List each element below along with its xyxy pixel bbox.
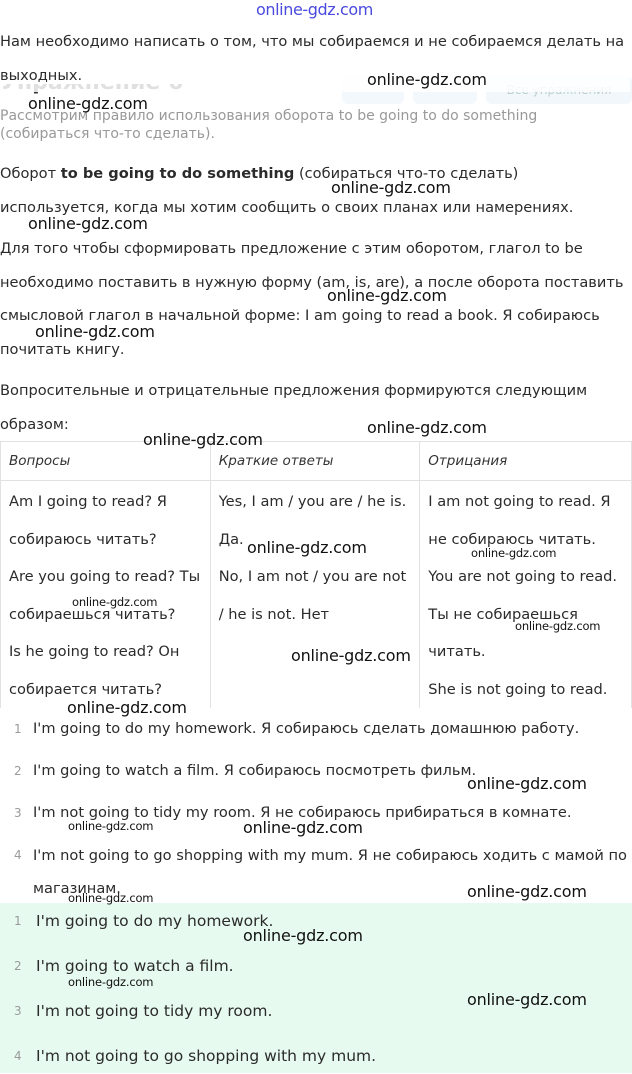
watermark: online-gdz.com [68,975,154,989]
answers-box [0,903,632,1073]
answers-list [0,903,632,1074]
formation-paragraph: Для того чтобы сформировать предложение с этим оборотом, глагол to be необходимо поставить в нужную форму (am, is, are), а после оборота поставить смысловой глагол в начальной форме: I am going to read a book. Я собираюсь почитать книгу. [0,240,624,358]
watermark: online-gdz.com [28,94,148,113]
table-row [1,481,632,709]
list-item: 1 I'm going to do my homework. Я собираюсь сделать домашнюю работу. [14,720,580,737]
list-item: 3 I'm not going to tidy my room. [14,1002,273,1020]
watermark: online-gdz.com [243,926,363,945]
watermark: online-gdz.com [35,322,155,341]
watermark: online-gdz.com [243,818,363,837]
watermark: online-gdz.com [247,538,367,557]
watermark: online-gdz.com [367,418,487,437]
watermark: online-gdz.com [72,595,158,609]
watermark: online-gdz.com [68,891,154,905]
grammar-table [0,441,632,708]
rule-paragraph: Оборот to be going to do something (собираться что-то сделать) используется, когда мы хотим сообщить о своих планах или намерениях. [0,165,574,216]
watermark: online-gdz.com [367,70,487,89]
list-item: 3 I'm not going to tidy my room. Я не собираюсь прибираться в комнате. [14,804,572,821]
table-header: Вопросы [1,442,211,481]
table-header: Отрицания [420,442,632,481]
watermark: online-gdz.com [143,430,263,449]
faded-rule-text: Рассмотрим правило использования оборота to be going to do something (собираться что-то сделать). [0,108,538,142]
watermark: online-gdz.com [291,646,411,665]
watermark: online-gdz.com [67,698,187,717]
watermark: online-gdz.com [467,774,587,793]
watermark: online-gdz.com [467,882,587,901]
table-cell: I am not going to read. Я не собираюсь читать. You are not going to read. Ты не собираешься читать. She is not going to read. [420,481,632,709]
site-link[interactable]: online-gdz.com [256,0,373,19]
watermark: online-gdz.com [28,214,148,233]
question-negation-paragraph: Вопросительные и отрицательные предложения формируются следующим образом: [0,382,588,433]
watermark: online-gdz.com [331,178,451,197]
table-cell: Yes, I am / you are / he is. Да. No, I am not / you are not / he is not. Нет [210,481,420,709]
table-header-row [1,442,632,481]
table-cell: Am I going to read? Я собираюсь читать? Are you going to read? Ты собираешься читать? Is he going to read? Он собирается читать? [1,481,211,709]
list-item: 4 I'm not going to go shopping with my mum. [14,1047,377,1065]
watermark: online-gdz.com [327,286,447,305]
list-item: 4 I'm not going to go shopping with my mum. Я не собираюсь ходить с мамой по магазинам. [14,847,627,897]
watermark: online-gdz.com [68,819,154,833]
table-header: Краткие ответы [210,442,420,481]
rule-phrase: to be going to do something [60,165,295,182]
list-item: 2 I'm going to watch a film. [14,957,234,975]
watermark: online-gdz.com [467,990,587,1009]
list-item: 1 I'm going to do my homework. [14,912,274,930]
intro-text: Нам необходимо написать о том, что мы собираемся и не собираемся делать на выходных. [0,25,630,92]
list-item: 2 I'm going to watch a film. Я собираюсь посмотреть фильм. [14,762,477,779]
translated-list [0,711,632,905]
watermark: online-gdz.com [515,619,601,633]
watermark: online-gdz.com [471,546,557,560]
